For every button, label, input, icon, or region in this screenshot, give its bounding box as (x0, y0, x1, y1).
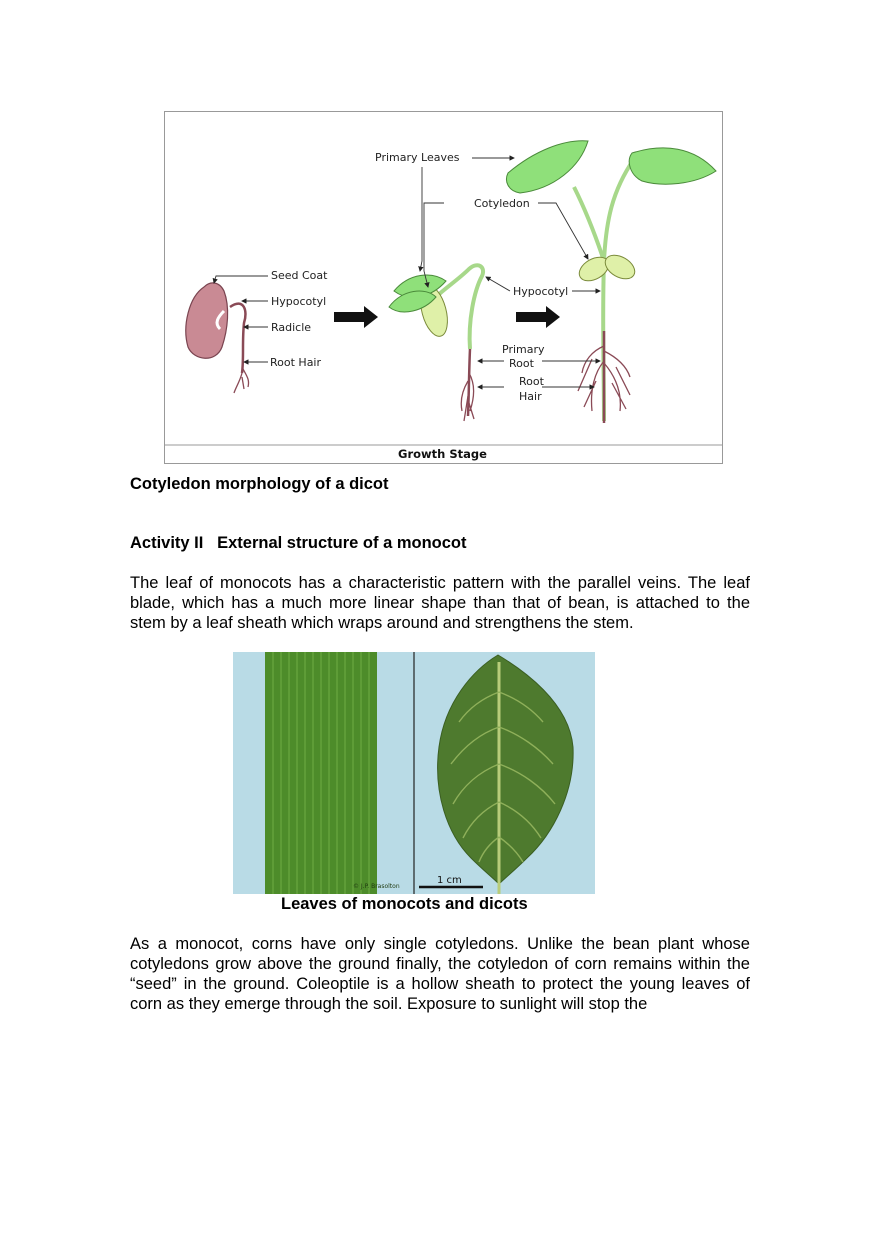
leaves-figure (233, 652, 595, 894)
label-hypocotyl-left: Hypocotyl (271, 295, 327, 308)
label-root-hair-right-1: Root (519, 375, 544, 388)
figure2-caption: Leaves of monocots and dicots (281, 895, 528, 913)
paragraph-monocot-leaf: The leaf of monocots has a characteristic pattern with the parallel veins. The leaf blade, which has a much more linear shape than that of bean, is attached to the stem by a leaf sheath which wraps around and strengthens the stem. (130, 574, 750, 632)
monocot-leaf (265, 652, 377, 894)
growth-stage-diagram (164, 111, 723, 464)
label-cotyledon: Cotyledon (474, 197, 530, 210)
label-seed-coat: Seed Coat (271, 269, 328, 282)
figure1-caption: Cotyledon morphology of a dicot (130, 475, 389, 493)
label-primary-root-1: Primary (502, 343, 545, 356)
label-primary-leaves: Primary Leaves (375, 151, 460, 164)
scale-label: 1 cm (437, 875, 462, 886)
label-root-hair-left: Root Hair (270, 356, 322, 369)
photo-credit: © J.P. Brasolton (353, 883, 400, 890)
label-growth-stage: Growth Stage (398, 447, 487, 461)
paragraph-corn-cotyledon: As a monocot, corns have only single cotyledons. Unlike the bean plant whose cotyledons grow above the ground finally, the cotyledon of corn remains within the “seed” in the ground. Coleoptile is a hollow sheath to protect the young leaves of corn as they emerge through the soil. Exposure to sunlight will stop the (130, 935, 750, 1013)
label-radicle: Radicle (271, 321, 312, 334)
leaves-photo (233, 652, 595, 894)
label-hypocotyl-right: Hypocotyl (513, 285, 569, 298)
label-primary-root-2: Root (509, 357, 534, 370)
label-root-hair-right-2: Hair (519, 390, 542, 403)
activity-heading: Activity II External structure of a monocot (130, 534, 467, 552)
growth-stage-figure (164, 111, 723, 464)
